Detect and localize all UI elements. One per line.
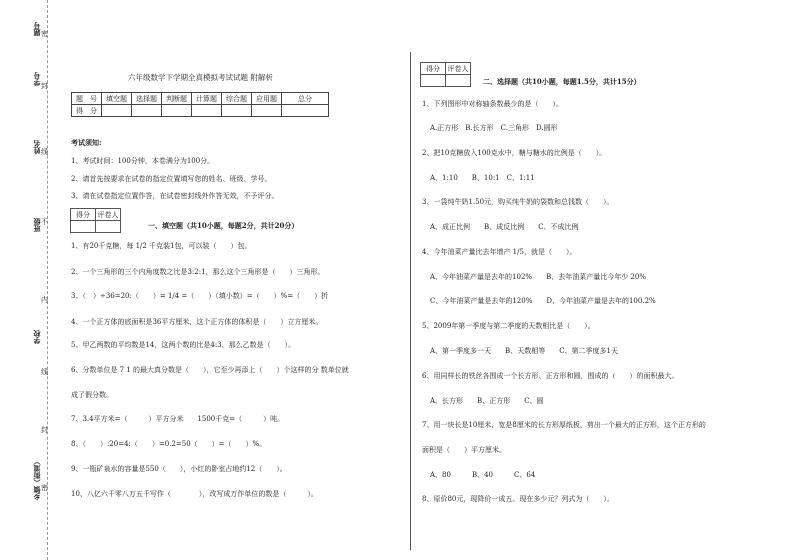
- fill-question: 1、有20千克糖，每 1/2 千克装1包，可以装（ ）包。: [71, 242, 252, 250]
- side-label-school: 学校: [32, 330, 41, 344]
- notice-heading: 考试须知:: [71, 138, 102, 147]
- fill-question: 3、（ ）÷36=20:（ ）= 1/4 =（ ）（填小数）=（ ）%=（ ）折: [71, 292, 329, 300]
- seal-mark: 密: [41, 484, 48, 492]
- fill-question: 5、甲乙两数的平均数是14，这两个数的比是4:3，那么乙数是（ ）。: [71, 341, 296, 349]
- grader-box: [70, 208, 121, 233]
- score-cell: [102, 105, 132, 117]
- grader-cell: [421, 75, 446, 87]
- score-cell: [252, 105, 282, 117]
- choice-question: 1、下列图形中对称轴条数最少的是（ ）。: [422, 100, 563, 108]
- side-label-xuehao: 学号: [32, 72, 41, 86]
- exam-title: 六年级数学下学期全真模拟考试试题 附解析: [128, 73, 273, 82]
- choice-options: A、今年油菜产量是去年的102% B、去年油菜产量比今年少 20%: [430, 273, 646, 281]
- score-header: 判断题: [162, 93, 192, 105]
- seal-mark: 密: [41, 30, 48, 38]
- score-header: 题 号: [72, 93, 102, 105]
- choice-options: A、长方形 B、正方形 C、圆: [430, 397, 544, 405]
- seal-mark: 封: [41, 82, 48, 90]
- seal-mark: 线: [41, 148, 48, 156]
- score-cell: [222, 105, 252, 117]
- choice-options: A、第一季度多一天 B、天数相等 C、第二季度多1天: [430, 347, 619, 355]
- score-cell: [282, 105, 329, 117]
- fill-question: 10、八亿六千零八万五千写作（ ），改写成万作单位的数是（ ）。: [71, 490, 318, 498]
- section1-heading: 一、填空题（共10小题，每题2分，共计20分）: [148, 221, 299, 230]
- grader-score-label: 得分: [71, 209, 96, 221]
- score-cell: [192, 105, 222, 117]
- notice-item: 2、请首先按要求在试卷的指定位置填写您的姓名、班级、学号。: [71, 175, 272, 183]
- fill-question: 4、一个正方体的底面积是36平方厘米，这个正方体的体积是（ ）立方厘米。: [71, 318, 323, 326]
- fill-question-cont: 成了假分数。: [71, 391, 113, 399]
- fill-question: 6、分数单位是 7 1 的最大真分数是（ ），它至少再添上（ ）个这样的分 数单位就: [71, 366, 349, 374]
- fill-question: 8、（ ）:20=4:（ ）=0.2=50（ ）=（ ）%。: [71, 440, 267, 448]
- score-cell: [162, 105, 192, 117]
- seal-mark: 不: [41, 218, 48, 226]
- score-cell: [132, 105, 162, 117]
- choice-question: 3、一袋纯牛奶1.50元，购买纯牛奶的袋数和总钱数（ ）。: [422, 198, 614, 206]
- side-label-town: 乡镇（街道）: [32, 458, 41, 500]
- choice-options: A、1:10 B、10:1 C、1:11: [430, 174, 535, 182]
- grader-score-label: 得分: [421, 63, 446, 75]
- notice-item: 1、考试时间：100分钟，本卷满分为100分。: [71, 157, 215, 165]
- fill-question: 2、一个三角形的三个内角度数之比是3:2:1，那么这个三角形是（ ）三角形。: [71, 268, 325, 276]
- grader-box: [420, 62, 471, 87]
- seal-mark: 线: [41, 368, 48, 376]
- seal-mark: 封: [41, 426, 48, 434]
- score-header: 填空题: [102, 93, 132, 105]
- grader-cell: [446, 75, 471, 87]
- notice-item: 3、请在试卷指定位置作答，在试卷密封线外作答无效，不予评分。: [71, 192, 279, 200]
- choice-question: 4、今年油菜产量比去年增产 1/5，就是（ ）。: [422, 248, 577, 256]
- grader-label: 评卷人: [447, 64, 469, 73]
- choice-question: 5、2009年第一季度与第二季度的天数相比是（ ）。: [422, 322, 595, 330]
- fill-question: 7、3.4平方米=（ ）平方分米 1500千克=（ ）吨。: [71, 415, 285, 423]
- choice-options: A.正方形 B.长方形 C.三角形 D.圆形: [430, 124, 558, 132]
- score-header: 应用题: [252, 93, 282, 105]
- score-header: 选择题: [132, 93, 162, 105]
- score-header: 计算题: [192, 93, 222, 105]
- side-label-name: 姓名: [32, 140, 41, 154]
- column-divider: [410, 52, 411, 550]
- choice-options: C、今年油菜产量是去年的120% D、今年油菜产量是去年的100.2%: [430, 297, 656, 305]
- choice-options: A、80 B、40 C、64: [430, 471, 536, 479]
- grader-cell: [71, 221, 96, 233]
- choice-question: 2、把10克糖放入100克水中，糖与糖水的比例是（ ）。: [422, 149, 607, 157]
- choice-question-cont: 面积是（ ）平方厘米。: [422, 446, 506, 454]
- grader-cell: [96, 221, 121, 233]
- score-header: 综合题: [222, 93, 252, 105]
- side-label-tihao: 题号: [32, 22, 41, 36]
- seal-mark: 内: [41, 296, 48, 304]
- choice-question: 6、用同样长的铁丝各围成一个长方形、正方形和圆，围成的（ ）的面积最大。: [422, 372, 679, 380]
- score-row-label: 得 分: [72, 105, 102, 117]
- grader-label: 评卷人: [97, 210, 119, 219]
- score-table: [71, 92, 329, 117]
- choice-question: 7、用一块长是10厘米，宽是8厘米的长方形厚纸板，剪出一个最大的正方形，这个正方形的: [422, 421, 706, 429]
- side-label-class: 班级: [32, 218, 41, 232]
- score-header: 总分: [282, 93, 329, 105]
- fill-question: 9、一瓶矿泉水的容量是550（ ），小红的卧室占地约12（ ）。: [71, 465, 287, 473]
- choice-question: 8、原价80元，现降价一成五。现在多少元？列式为（ ）。: [422, 495, 614, 503]
- choice-options: A、成正比例 B、成反比例 C、不成比例: [430, 223, 579, 231]
- section2-heading: 二、选择题（共10小题，每题1.5分，共计15分）: [483, 77, 641, 86]
